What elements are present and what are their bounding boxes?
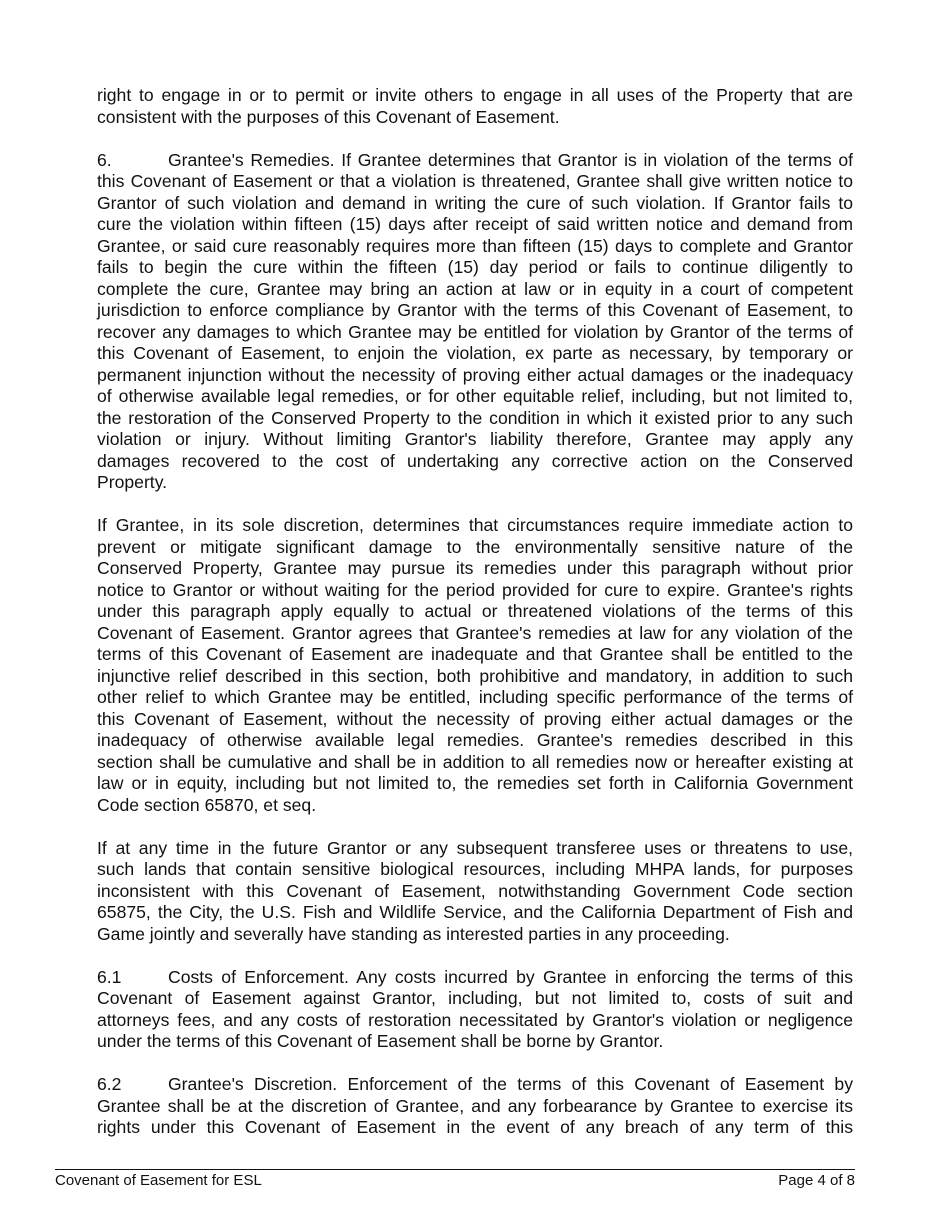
document-body — [97, 85, 853, 1160]
line-text: Game jointly and severally have standing as interested parties in any proceeding. — [97, 923, 730, 944]
paragraph — [97, 85, 853, 128]
paragraph — [97, 515, 853, 816]
text-line — [97, 1117, 853, 1139]
text-line — [97, 429, 853, 451]
line-text: complete the cure, Grantee may bring an action at law or in equity in a court of competent — [97, 278, 853, 299]
paragraph — [97, 838, 853, 946]
text-line — [97, 214, 853, 236]
text-line — [97, 773, 853, 795]
footer-divider — [55, 1169, 855, 1170]
paragraph — [97, 150, 853, 494]
line-text: notice to Grantor or without waiting for the period provided for cure to expire. Grantee's rights — [97, 579, 853, 600]
line-text: this Covenant of Easement, without the necessity of proving either actual damages or the — [97, 708, 853, 729]
line-text: Conserved Property, Grantee may pursue its remedies under this paragraph without prior — [97, 558, 853, 578]
text-line — [97, 988, 853, 1010]
line-text: attorneys fees, and any costs of restoration necessitated by Grantor's violation or negligence — [97, 1009, 853, 1030]
section-number: 6.2 — [97, 1074, 122, 1094]
text-line — [97, 687, 853, 709]
line-text: violation or injury. Without limiting Grantor's liability therefore, Grantee may apply any — [97, 429, 853, 449]
line-text: law or in equity, including but not limited to, the remedies set forth in California Government — [97, 773, 853, 793]
line-text: rights under this Covenant of Easement in the event of any breach of any term of this — [97, 1117, 853, 1137]
text-line — [97, 902, 853, 924]
text-line — [97, 644, 853, 666]
text-line — [97, 300, 853, 322]
text-line — [97, 924, 853, 946]
text-line — [97, 365, 853, 387]
paragraph — [97, 1074, 853, 1139]
line-text: Grantee, or said cure reasonably requires more than fifteen (15) days to complete and Grantor — [97, 235, 853, 256]
line-text: Grantee's Remedies. If Grantee determines that Grantor is in violation of the terms of — [168, 149, 853, 170]
line-text: such lands that contain sensitive biological resources, including MHPA lands, for purposes — [97, 859, 853, 879]
text-line — [97, 451, 853, 473]
line-text: damages recovered to the cost of undertaking any corrective action on the Conserved — [97, 450, 853, 471]
line-text: Covenant of Easement. Grantor agrees that Grantee's remedies at law for any violation of the — [97, 622, 853, 643]
line-text: fails to begin the cure within the fifteen (15) day period or fails to continue diligently to — [97, 257, 853, 277]
text-line — [97, 859, 853, 881]
text-line — [97, 150, 853, 172]
text-line — [97, 709, 853, 731]
line-text: recover any damages to which Grantee may be entitled for violation by Grantor of the terms of — [97, 321, 853, 342]
text-line — [97, 1010, 853, 1032]
line-text: inadequacy of otherwise available legal remedies. Grantee's remedies described in this — [97, 730, 853, 750]
text-line — [97, 838, 853, 860]
line-text: under this paragraph apply equally to actual or threatened violations of the terms of this — [97, 601, 853, 621]
text-line — [97, 795, 853, 817]
text-line — [97, 107, 853, 129]
section-number: 6. — [97, 149, 112, 170]
text-line — [97, 386, 853, 408]
line-text: consistent with the purposes of this Covenant of Easement. — [97, 106, 560, 127]
line-text: terms of this Covenant of Easement are inadequate and that Grantee shall be entitled to the — [97, 644, 853, 664]
text-line — [97, 1096, 853, 1118]
text-line — [97, 322, 853, 344]
page-footer — [55, 1172, 855, 1189]
line-text: injunctive relief described in this section, both prohibitive and mandatory, in addition to such — [97, 665, 853, 686]
line-text: other relief to which Grantee may be entitled, including specific performance of the terms of — [97, 687, 853, 707]
line-text: If Grantee, in its sole discretion, determines that circumstances require immediate action to — [97, 515, 853, 535]
text-line — [97, 515, 853, 537]
text-line — [97, 666, 853, 688]
footer-page-number: Page 4 of 8 — [778, 1172, 855, 1189]
line-text: section shall be cumulative and shall be in addition to all remedies now or hereafter existing at — [97, 751, 853, 772]
section-number: 6.1 — [97, 966, 122, 987]
text-line — [97, 257, 853, 279]
text-line — [97, 236, 853, 258]
text-line — [97, 85, 853, 107]
line-text: this Covenant of Easement, to enjoin the violation, ex parte as necessary, by temporary or — [97, 343, 853, 363]
text-line — [97, 193, 853, 215]
line-text: Grantee's Discretion. Enforcement of the terms of this Covenant of Easement by — [168, 1074, 853, 1094]
line-text: right to engage in or to permit or invite others to engage in all uses of the Property that are — [97, 85, 853, 105]
line-text: the restoration of the Conserved Property to the condition in which it existed prior to any such — [97, 407, 853, 428]
line-text: Property. — [97, 472, 168, 492]
text-line — [97, 752, 853, 774]
line-text: inconsistent with this Covenant of Easement, notwithstanding Government Code section — [97, 880, 853, 901]
text-line — [97, 623, 853, 645]
text-line — [97, 408, 853, 430]
line-text: cure the violation within fifteen (15) days after receipt of said written notice and demand from — [97, 214, 853, 234]
line-text: 65875, the City, the U.S. Fish and Wildlife Service, and the California Department of Fish and — [97, 902, 853, 922]
line-text: prevent or mitigate significant damage to the environmentally sensitive nature of the — [97, 536, 853, 557]
footer-document-title: Covenant of Easement for ESL — [55, 1172, 262, 1189]
text-line — [97, 558, 853, 580]
paragraph — [97, 967, 853, 1053]
line-text: of otherwise available legal remedies, or for other equitable relief, including, but not limited to, — [97, 386, 853, 406]
text-line — [97, 881, 853, 903]
text-line — [97, 967, 853, 989]
line-text: jurisdiction to enforce compliance by Grantor with the terms of this Covenant of Easement, to — [97, 300, 853, 320]
text-line — [97, 537, 853, 559]
line-text: Costs of Enforcement. Any costs incurred by Grantee in enforcing the terms of this — [168, 966, 853, 987]
line-text: permanent injunction without the necessity of proving either actual damages or the inadequacy — [97, 364, 853, 385]
text-line — [97, 730, 853, 752]
line-text: Grantee shall be at the discretion of Grantee, and any forbearance by Grantee to exercise its — [97, 1095, 853, 1116]
text-line — [97, 1074, 853, 1096]
line-text: this Covenant of Easement or that a violation is threatened, Grantee shall give written notice to — [97, 171, 853, 191]
line-text: under the terms of this Covenant of Easement shall be borne by Grantor. — [97, 1031, 664, 1051]
text-line — [97, 343, 853, 365]
text-line — [97, 1031, 853, 1053]
text-line — [97, 472, 853, 494]
line-text: Covenant of Easement against Grantor, including, but not limited to, costs of suit and — [97, 988, 853, 1008]
text-line — [97, 279, 853, 301]
text-line — [97, 171, 853, 193]
line-text: If at any time in the future Grantor or any subsequent transferee uses or threatens to use, — [97, 837, 853, 858]
text-line — [97, 580, 853, 602]
text-line — [97, 601, 853, 623]
line-text: Grantor of such violation and demand in writing the cure of such violation. If Grantor fails to — [97, 192, 853, 213]
line-text: Code section 65870, et seq. — [97, 794, 317, 815]
